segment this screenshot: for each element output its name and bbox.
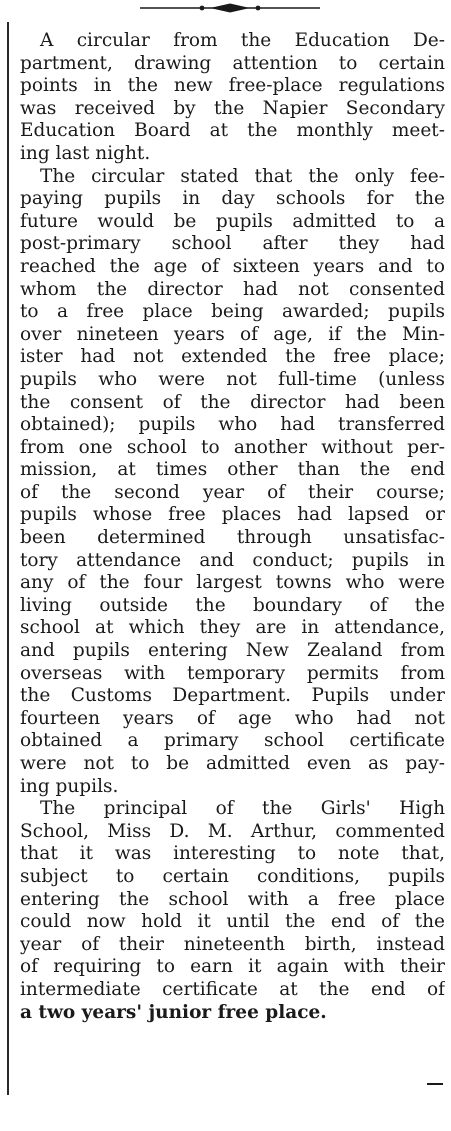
text-line: was received by the Napier Secondary (20, 97, 445, 119)
text-line: year of their nineteenth birth, instead (20, 933, 445, 955)
paragraph-1 (20, 30, 445, 166)
text-line: from one school to another without per- (20, 436, 445, 458)
text-line: overseas with temporary permits from (20, 662, 445, 684)
text-line: of the second year of their course; (20, 481, 445, 503)
text-line: to a free place being awarded; pupils (20, 301, 445, 323)
ornamental-rule-icon (140, 2, 320, 14)
text-line: post-primary school after they had (20, 233, 445, 255)
text-line: future would be pupils admitted to a (20, 210, 445, 232)
text-line: were not to be admitted even as pay- (20, 753, 445, 774)
paragraph-3 (20, 798, 445, 1024)
text-line: reached the age of sixteen years and to (20, 255, 445, 277)
text-line: Education Board at the monthly meet- (20, 120, 445, 142)
text-line: ing pupils. (20, 775, 119, 797)
text-line: entering the school with a free place (20, 888, 445, 910)
text-line: The principal of the Girls' High (40, 798, 445, 820)
text-line: paying pupils in day schools for the (20, 188, 445, 210)
text-line: The circular stated that the only fee- (40, 165, 445, 187)
text-line: the consent of the director had been (20, 391, 445, 413)
text-line: pupils who were not full-time (unless (20, 368, 445, 390)
text-line: School, Miss D. M. Arthur, commented (20, 820, 445, 842)
text-line: points in the new free-place regulations (20, 75, 445, 97)
text-line: that it was interesting to note that, (20, 843, 445, 865)
text-line: A circular from the Education De- (40, 30, 445, 51)
text-line: subject to certain conditions, pupils (20, 865, 445, 887)
text-line: of requiring to earn it again with their (20, 956, 445, 978)
text-line: fourteen years of age who had not (20, 707, 445, 729)
text-line: tory attendance and conduct; pupils in (20, 549, 445, 571)
text-line: been determined through unsatisfac- (20, 527, 445, 549)
text-line: the Customs Department. Pupils under (20, 685, 445, 707)
article-body (20, 30, 445, 1024)
text-line: over nineteen years of age, if the Min- (20, 323, 445, 345)
text-line: school at which they are in attendance, (20, 617, 445, 639)
text-line: any of the four largest towns who were (20, 572, 445, 594)
text-line: partment, drawing attention to certain (20, 52, 445, 74)
text-line: pupils whose free places had lapsed or (20, 504, 445, 526)
text-line: and pupils entering New Zealand from (20, 640, 445, 662)
text-line: ing last night. (20, 142, 151, 164)
text-line: could now hold it until the end of the (20, 911, 445, 933)
end-dash-icon (427, 1083, 443, 1085)
text-line: intermediate certificate at the end of (20, 978, 445, 1000)
paragraph-2 (20, 166, 445, 799)
text-line: a two years' junior free place. (20, 1001, 327, 1023)
text-line: living outside the boundary of the (20, 594, 445, 616)
text-line: whom the director had not consented (20, 278, 445, 300)
text-line: obtained a primary school certificate (20, 730, 445, 752)
column-rule (7, 22, 9, 1095)
text-line: obtained); pupils who had transferred (20, 414, 445, 436)
text-line: mission, at times other than the end (20, 459, 445, 481)
text-line: ister had not extended the free place; (20, 346, 445, 368)
